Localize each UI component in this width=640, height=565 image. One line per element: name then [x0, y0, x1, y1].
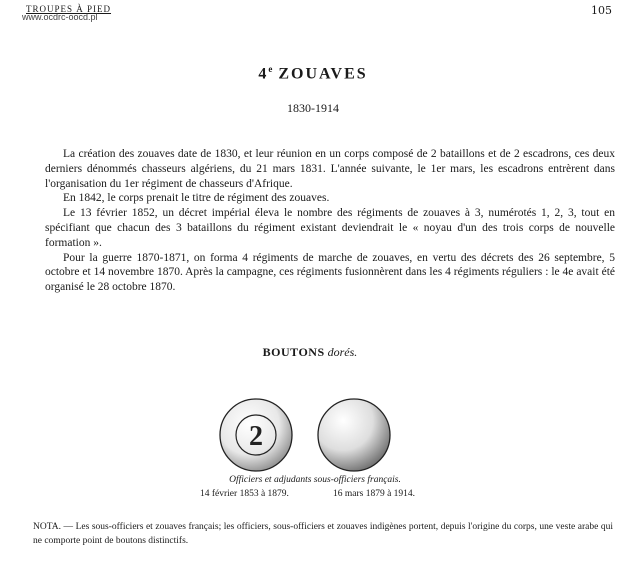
nota: NOTA. — Les sous-officiers et zouaves français; les officiers, sous-officiers et zouaves indigènes portent, depuis l'origine du corps, une veste arabe qui ne comporte point de boutons distinctifs.: [33, 522, 613, 546]
page-number: 105: [591, 4, 612, 17]
body-text: [45, 147, 615, 295]
paragraph: Pour la guerre 1870-1871, on forma 4 régiments de marche de zouaves, en vertu des décrets des 26 septembre, 5 octobre et 14 novembre 1870. Après la campagne, ces régiments fusionnèrent dans les 4 régiments réguliers : le 4e avait été organisé le 28 octobre 1870.: [45, 251, 615, 294]
buttons-illustration: [214, 395, 414, 475]
date-left: 14 février 1853 à 1879.: [200, 489, 289, 499]
buttons-heading: BOUTONS dorés.: [262, 345, 358, 359]
button-numeral: 2: [249, 421, 263, 452]
paragraph: En 1842, le corps prenait le titre de régiment des zouaves.: [63, 192, 330, 205]
running-head: TROUPES À PIED: [26, 4, 112, 14]
date-right: 16 mars 1879 à 1914.: [333, 489, 416, 499]
paragraph: La création des zouaves date de 1830, et leur réunion en un corps composé de 2 bataillons et de 2 escadrons, ces deux derniers dénommés chasseurs algériens, du 21 mars 1831. L'année suivante, le 1er mars, les escadrons entrèrent dans l'organisation du 1er régiment de chasseurs d'Afrique.: [45, 148, 615, 190]
page-title: 4e ZOUAVES: [258, 64, 368, 83]
buttons-caption: Officiers et adjudants sous-officiers français.: [229, 475, 401, 485]
period: 1830-1914: [287, 101, 339, 115]
watermark: www.ocdrc-oocd.pl: [22, 12, 98, 22]
button-numbered: [220, 399, 292, 471]
paragraph: Le 13 février 1852, un décret impérial éleva le nombre des régiments de zouaves à 3, numérotés 1, 2, 3, tout en spécifiant que chacun des 3 bataillons du régiment existant deviendrait le « noyau d'un des trois corps de nouvelle formation ».: [45, 207, 615, 249]
button-plain: [318, 399, 390, 471]
